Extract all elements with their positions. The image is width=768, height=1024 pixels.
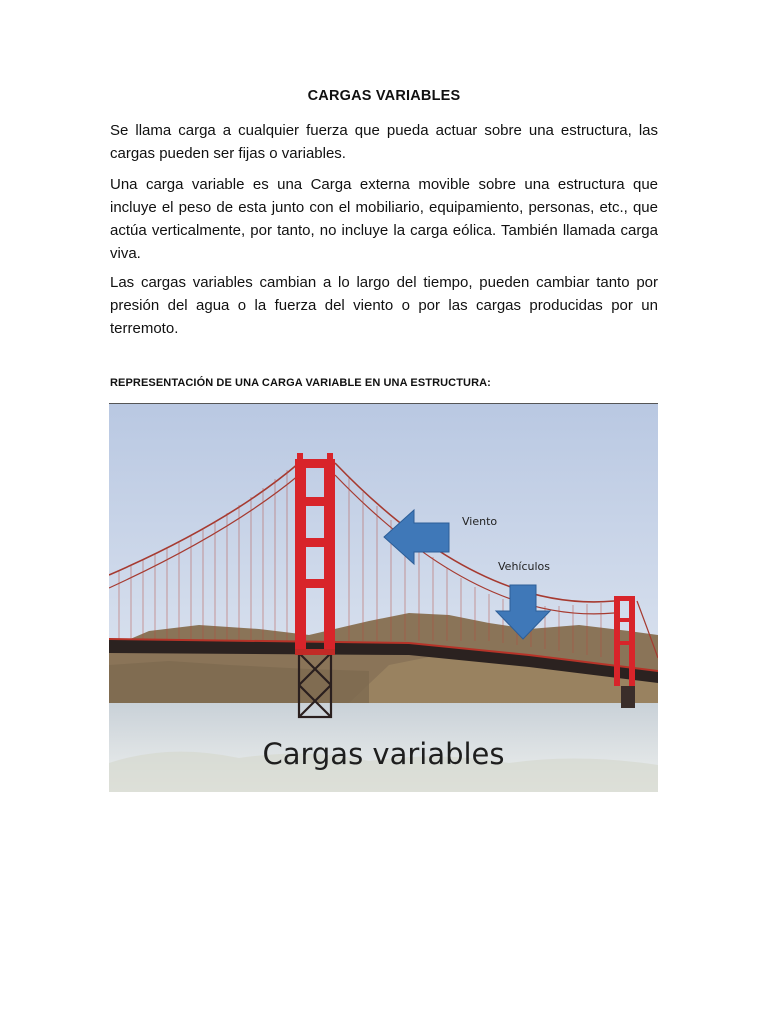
bridge-illustration [109,403,658,792]
page-title: CARGAS VARIABLES [307,88,461,104]
figure-overlay-title: Cargas variables [262,737,505,771]
paragraph-variable-load: Una carga variable es una Carga externa movible sobre una estructura que incluye el peso de esta junto con el mobiliario, equipamiento, personas, etc., que actúa verticalmente, por tanto, no incluye la carga eólica. También llamada carga viva. [110,176,658,262]
wind-label: Viento [462,515,498,528]
bridge-figure [109,403,658,792]
vehicles-label: Vehículos [498,560,551,573]
paragraph-definition: Se llama carga a cualquier fuerza que pueda actuar sobre una estructura, las cargas pueden ser fijas o variables. [110,122,658,162]
figure-caption: REPRESENTACIÓN DE UNA CARGA VARIABLE EN UNA ESTRUCTURA: [110,377,491,389]
paragraph-time-change: Las cargas variables cambian a lo largo del tiempo, pueden cambiar tanto por presión del agua o la fuerza del viento o por las cargas producidas por un terremoto. [110,274,658,337]
